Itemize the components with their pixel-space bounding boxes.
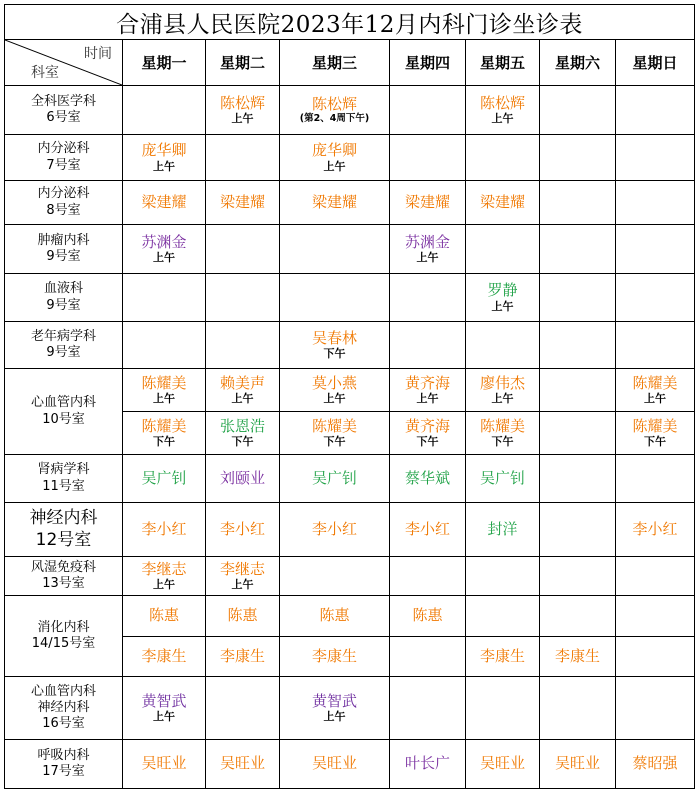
empty-cell bbox=[616, 274, 695, 322]
session-note: 上午 bbox=[231, 392, 254, 406]
empty-cell bbox=[466, 557, 540, 596]
doctor-name: 吴旺业 bbox=[141, 754, 187, 773]
empty-cell bbox=[540, 596, 616, 637]
doctor-name: 陈松辉 bbox=[479, 93, 525, 112]
doctor-cell bbox=[390, 181, 466, 225]
doctor-name: 黄齐海 bbox=[404, 373, 450, 392]
empty-cell bbox=[616, 677, 695, 740]
session-note: 上午 bbox=[323, 159, 346, 173]
doctor-name: 陈惠 bbox=[148, 606, 179, 625]
department-line: 6号室 bbox=[46, 110, 81, 125]
schedule-row bbox=[5, 322, 695, 369]
doctor-cell bbox=[206, 369, 280, 412]
session-note: 上午 bbox=[231, 578, 254, 592]
doctor-name: 李小红 bbox=[219, 519, 265, 538]
session-note: 下午 bbox=[231, 435, 254, 449]
empty-cell bbox=[616, 322, 695, 369]
empty-cell bbox=[466, 225, 540, 274]
doctor-name: 吴广钊 bbox=[311, 468, 357, 487]
empty-cell bbox=[616, 225, 695, 274]
empty-cell bbox=[390, 322, 466, 369]
empty-cell bbox=[206, 225, 280, 274]
day-header: 星期五 bbox=[466, 40, 540, 86]
department-cell bbox=[5, 677, 123, 740]
empty-cell bbox=[616, 455, 695, 503]
empty-cell bbox=[466, 322, 540, 369]
doctor-cell bbox=[206, 181, 280, 225]
page-title: 合浦县人民医院2023年12月内科门诊坐诊表 bbox=[5, 5, 695, 40]
doctor-name: 黄智武 bbox=[141, 691, 187, 710]
doctor-cell bbox=[206, 740, 280, 789]
empty-cell bbox=[616, 181, 695, 225]
department-line: 11号室 bbox=[42, 478, 85, 494]
doctor-cell bbox=[280, 322, 390, 369]
doctor-cell bbox=[390, 412, 466, 455]
empty-cell bbox=[616, 86, 695, 135]
doctor-cell bbox=[390, 225, 466, 274]
day-header: 星期二 bbox=[206, 40, 280, 86]
doctor-cell bbox=[280, 637, 390, 677]
doctor-name: 李康生 bbox=[311, 646, 357, 665]
doctor-name: 吴旺业 bbox=[479, 754, 525, 773]
doctor-cell bbox=[466, 412, 540, 455]
schedule-row bbox=[5, 596, 695, 637]
session-note: 上午 bbox=[153, 251, 175, 265]
department-line: 10号室 bbox=[42, 411, 85, 427]
department-cell bbox=[5, 225, 123, 274]
empty-cell bbox=[390, 274, 466, 322]
doctor-name: 梁建耀 bbox=[219, 192, 265, 211]
doctor-cell bbox=[123, 503, 206, 557]
department-line: 心血管内科 bbox=[30, 683, 96, 699]
department-cell bbox=[5, 181, 123, 225]
doctor-cell bbox=[206, 412, 280, 455]
session-note: 下午 bbox=[416, 435, 439, 449]
session-note: 上午 bbox=[153, 159, 175, 173]
empty-cell bbox=[540, 503, 616, 557]
department-cell bbox=[5, 455, 123, 503]
doctor-name: 李继志 bbox=[141, 559, 187, 578]
doctor-cell bbox=[123, 637, 206, 677]
session-note: 上午 bbox=[491, 299, 514, 313]
empty-cell bbox=[540, 557, 616, 596]
department-line: 13号室 bbox=[42, 576, 85, 591]
doctor-name: 庞华卿 bbox=[141, 141, 187, 160]
doctor-cell bbox=[390, 455, 466, 503]
doctor-cell bbox=[466, 369, 540, 412]
session-note: 下午 bbox=[644, 435, 667, 449]
doctor-cell bbox=[540, 740, 616, 789]
doctor-cell bbox=[280, 596, 390, 637]
schedule-row bbox=[5, 225, 695, 274]
doctor-cell bbox=[280, 86, 390, 135]
empty-cell bbox=[616, 135, 695, 181]
doctor-name: 陈耀美 bbox=[632, 416, 678, 435]
session-note: (第2、4周下午) bbox=[299, 112, 370, 124]
doctor-cell bbox=[390, 740, 466, 789]
doctor-cell bbox=[206, 86, 280, 135]
doctor-cell bbox=[123, 596, 206, 637]
doctor-cell bbox=[206, 637, 280, 677]
empty-cell bbox=[616, 596, 695, 637]
department-line: 7号室 bbox=[46, 157, 81, 173]
schedule-body bbox=[5, 86, 695, 789]
doctor-cell bbox=[616, 740, 695, 789]
doctor-cell bbox=[390, 596, 466, 637]
schedule-row bbox=[5, 369, 695, 412]
doctor-name: 蔡昭强 bbox=[632, 754, 678, 773]
doctor-name: 陈耀美 bbox=[632, 373, 678, 392]
doctor-cell bbox=[280, 677, 390, 740]
empty-cell bbox=[123, 86, 206, 135]
department-line: 8号室 bbox=[46, 202, 81, 218]
department-cell bbox=[5, 596, 123, 677]
session-note: 下午 bbox=[153, 435, 175, 449]
empty-cell bbox=[616, 557, 695, 596]
doctor-name: 李小红 bbox=[311, 519, 357, 538]
doctor-name: 梁建耀 bbox=[141, 192, 187, 211]
empty-cell bbox=[540, 455, 616, 503]
doctor-name: 陈耀美 bbox=[479, 416, 525, 435]
doctor-cell bbox=[123, 181, 206, 225]
doctor-name: 赖美声 bbox=[219, 373, 265, 392]
empty-cell bbox=[206, 322, 280, 369]
empty-cell bbox=[540, 135, 616, 181]
department-cell bbox=[5, 86, 123, 135]
doctor-cell bbox=[390, 503, 466, 557]
schedule-row bbox=[5, 557, 695, 596]
doctor-cell bbox=[466, 86, 540, 135]
doctor-name: 陈惠 bbox=[319, 606, 350, 625]
empty-cell bbox=[466, 135, 540, 181]
session-note: 上午 bbox=[416, 392, 439, 406]
doctor-cell bbox=[123, 369, 206, 412]
doctor-cell bbox=[206, 557, 280, 596]
time-label: 时间 bbox=[84, 46, 112, 62]
empty-cell bbox=[206, 135, 280, 181]
department-line: 肿瘤内科 bbox=[37, 232, 90, 248]
department-line: 9号室 bbox=[46, 249, 81, 264]
schedule-row bbox=[5, 503, 695, 557]
doctor-name: 陈松辉 bbox=[311, 94, 357, 113]
doctor-name: 庞华卿 bbox=[311, 141, 357, 160]
department-cell bbox=[5, 274, 123, 322]
empty-cell bbox=[540, 322, 616, 369]
header-corner bbox=[5, 40, 123, 86]
empty-cell bbox=[540, 86, 616, 135]
department-line: 风湿免疫科 bbox=[30, 559, 96, 575]
doctor-cell bbox=[123, 135, 206, 181]
session-note: 上午 bbox=[416, 251, 439, 265]
doctor-cell bbox=[123, 225, 206, 274]
schedule-row bbox=[5, 135, 695, 181]
empty-cell bbox=[540, 181, 616, 225]
day-header: 星期日 bbox=[616, 40, 695, 86]
doctor-name: 陈惠 bbox=[412, 606, 443, 625]
empty-cell bbox=[540, 369, 616, 412]
session-note: 上午 bbox=[644, 392, 667, 406]
doctor-name: 李康生 bbox=[219, 646, 265, 665]
department-line: 老年病学科 bbox=[30, 328, 96, 344]
doctor-cell bbox=[466, 503, 540, 557]
doctor-name: 陈松辉 bbox=[219, 93, 265, 112]
doctor-name: 李康生 bbox=[479, 646, 525, 665]
empty-cell bbox=[540, 225, 616, 274]
doctor-name: 陈耀美 bbox=[311, 416, 357, 435]
session-note: 下午 bbox=[491, 435, 514, 449]
department-line: 呼吸内科 bbox=[37, 747, 90, 763]
doctor-name: 吴春林 bbox=[311, 328, 357, 347]
doctor-name: 刘颐业 bbox=[219, 468, 265, 487]
doctor-name: 李小红 bbox=[404, 519, 450, 538]
doctor-cell bbox=[466, 274, 540, 322]
doctor-cell bbox=[123, 412, 206, 455]
doctor-cell bbox=[390, 369, 466, 412]
doctor-name: 莫小燕 bbox=[311, 373, 357, 392]
doctor-name: 陈耀美 bbox=[141, 416, 187, 435]
doctor-name: 黄智武 bbox=[311, 691, 357, 710]
doctor-cell bbox=[616, 412, 695, 455]
department-line: 内分泌科 bbox=[37, 186, 90, 202]
schedule-row bbox=[5, 181, 695, 225]
schedule-row bbox=[5, 740, 695, 789]
department-line: 17号室 bbox=[42, 764, 85, 779]
doctor-name: 吴广钊 bbox=[141, 468, 187, 487]
department-cell bbox=[5, 135, 123, 181]
empty-cell bbox=[206, 274, 280, 322]
doctor-cell bbox=[466, 637, 540, 677]
empty-cell bbox=[280, 225, 390, 274]
doctor-name: 吴旺业 bbox=[219, 754, 265, 773]
department-line: 9号室 bbox=[46, 297, 81, 313]
department-cell bbox=[5, 503, 123, 557]
session-note: 下午 bbox=[323, 435, 346, 449]
department-line: 9号室 bbox=[46, 345, 81, 360]
doctor-name: 封洋 bbox=[487, 519, 518, 538]
doctor-cell bbox=[280, 135, 390, 181]
doctor-cell bbox=[466, 740, 540, 789]
department-cell bbox=[5, 322, 123, 369]
empty-cell bbox=[280, 557, 390, 596]
doctor-cell bbox=[280, 412, 390, 455]
department-line: 神经内科 bbox=[29, 508, 98, 529]
empty-cell bbox=[123, 322, 206, 369]
doctor-name: 苏渊金 bbox=[404, 232, 450, 251]
day-header: 星期六 bbox=[540, 40, 616, 86]
doctor-name: 张恩浩 bbox=[219, 416, 265, 435]
empty-cell bbox=[206, 677, 280, 740]
doctor-cell bbox=[466, 181, 540, 225]
doctor-cell bbox=[206, 503, 280, 557]
empty-cell bbox=[540, 677, 616, 740]
doctor-name: 罗静 bbox=[487, 281, 518, 300]
session-note: 上午 bbox=[323, 392, 346, 406]
day-header: 星期一 bbox=[123, 40, 206, 86]
empty-cell bbox=[390, 135, 466, 181]
empty-cell bbox=[123, 274, 206, 322]
empty-cell bbox=[390, 637, 466, 677]
doctor-cell bbox=[616, 503, 695, 557]
doctor-name: 梁建耀 bbox=[404, 192, 450, 211]
session-note: 上午 bbox=[323, 710, 346, 724]
session-note: 上午 bbox=[153, 578, 175, 592]
schedule-table bbox=[4, 4, 695, 789]
doctor-cell bbox=[280, 181, 390, 225]
empty-cell bbox=[616, 637, 695, 677]
doctor-cell bbox=[280, 503, 390, 557]
doctor-cell bbox=[540, 637, 616, 677]
department-line: 肾病学科 bbox=[37, 462, 90, 478]
empty-cell bbox=[390, 677, 466, 740]
doctor-cell bbox=[123, 740, 206, 789]
department-line: 12号室 bbox=[35, 529, 92, 550]
department-line: 心血管内科 bbox=[30, 395, 96, 411]
department-line: 14/15号室 bbox=[31, 636, 96, 651]
department-cell bbox=[5, 369, 123, 455]
doctor-name: 李康生 bbox=[554, 646, 600, 665]
schedule-row bbox=[5, 274, 695, 322]
doctor-cell bbox=[123, 677, 206, 740]
department-cell bbox=[5, 557, 123, 596]
schedule-row bbox=[5, 86, 695, 135]
doctor-cell bbox=[206, 596, 280, 637]
day-header: 星期三 bbox=[280, 40, 390, 86]
doctor-name: 李小红 bbox=[141, 519, 187, 538]
doctor-name: 黄齐海 bbox=[404, 416, 450, 435]
doctor-name: 吴旺业 bbox=[554, 754, 600, 773]
empty-cell bbox=[466, 596, 540, 637]
doctor-name: 梁建耀 bbox=[479, 192, 525, 211]
doctor-cell bbox=[123, 455, 206, 503]
session-note: 上午 bbox=[153, 392, 175, 406]
department-line: 血液科 bbox=[43, 281, 83, 297]
schedule-row bbox=[5, 677, 695, 740]
doctor-cell bbox=[123, 557, 206, 596]
department-line: 神经内科 bbox=[37, 699, 90, 715]
department-line: 内分泌科 bbox=[37, 141, 90, 157]
empty-cell bbox=[540, 274, 616, 322]
department-cell bbox=[5, 740, 123, 789]
dept-label: 科室 bbox=[31, 65, 59, 81]
doctor-name: 蔡华斌 bbox=[404, 468, 450, 487]
session-note: 上午 bbox=[491, 392, 514, 406]
empty-cell bbox=[540, 412, 616, 455]
doctor-cell bbox=[616, 369, 695, 412]
department-line: 消化内科 bbox=[37, 619, 90, 635]
session-note: 上午 bbox=[491, 112, 514, 126]
session-note: 上午 bbox=[153, 710, 175, 724]
doctor-cell bbox=[280, 369, 390, 412]
doctor-cell bbox=[206, 455, 280, 503]
doctor-name: 叶长广 bbox=[404, 754, 450, 773]
session-note: 下午 bbox=[323, 347, 346, 361]
doctor-name: 陈耀美 bbox=[141, 373, 187, 392]
schedule-row bbox=[5, 455, 695, 503]
doctor-name: 陈惠 bbox=[227, 606, 258, 625]
empty-cell bbox=[466, 677, 540, 740]
doctor-cell bbox=[280, 740, 390, 789]
empty-cell bbox=[390, 557, 466, 596]
doctor-name: 苏渊金 bbox=[141, 232, 187, 251]
doctor-name: 吴广钊 bbox=[479, 468, 525, 487]
doctor-name: 李小红 bbox=[632, 519, 678, 538]
doctor-name: 李康生 bbox=[141, 646, 187, 665]
doctor-name: 李继志 bbox=[219, 559, 265, 578]
doctor-cell bbox=[280, 455, 390, 503]
department-line: 全科医学科 bbox=[30, 93, 96, 109]
doctor-name: 廖伟杰 bbox=[479, 373, 525, 392]
doctor-name: 梁建耀 bbox=[311, 192, 357, 211]
day-header: 星期四 bbox=[390, 40, 466, 86]
doctor-cell bbox=[466, 455, 540, 503]
session-note: 上午 bbox=[231, 112, 254, 126]
empty-cell bbox=[280, 274, 390, 322]
department-line: 16号室 bbox=[42, 716, 85, 732]
empty-cell bbox=[390, 86, 466, 135]
doctor-name: 吴旺业 bbox=[311, 754, 357, 773]
